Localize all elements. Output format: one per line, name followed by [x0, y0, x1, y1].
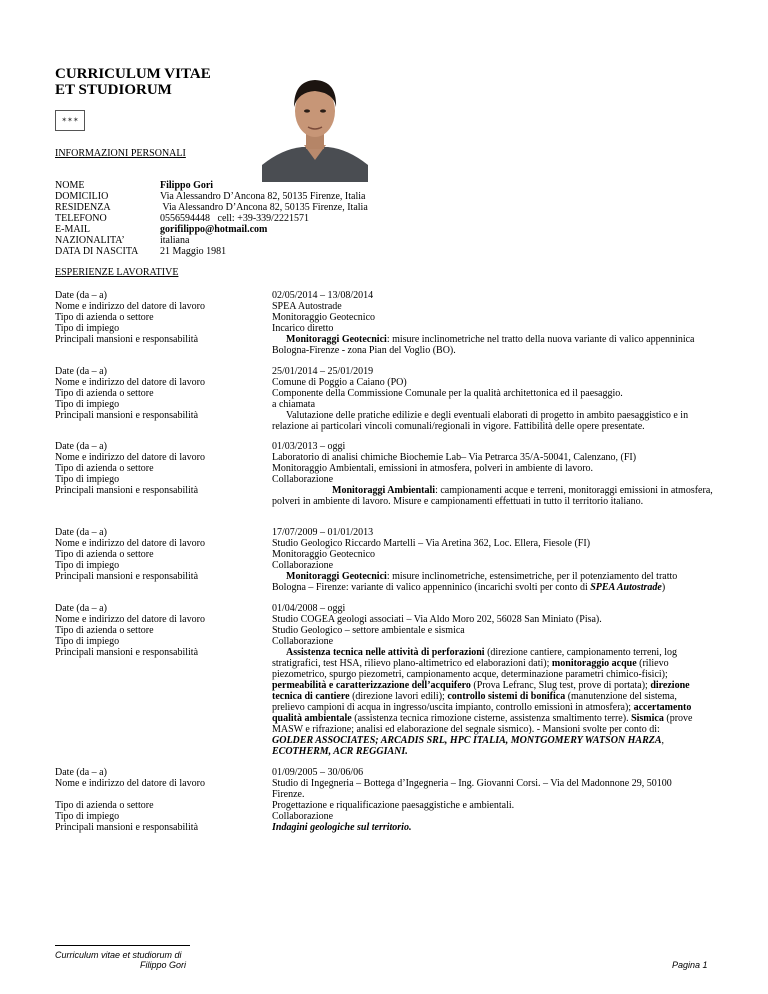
document-title: CURRICULUM VITAE ET STUDIORUM	[55, 66, 211, 98]
value-nome: Filippo Gori	[160, 180, 214, 191]
job-employer: Comune di Poggio a Caiano (PO)	[272, 377, 407, 388]
value-residenza: Via Alessandro D’Ancona 82, 50135 Firenze, Italia	[160, 202, 368, 213]
job-employer: SPEA Autostrade	[272, 301, 342, 312]
job-entry	[272, 767, 713, 833]
job-type: a chiamata	[272, 399, 316, 410]
label-telefono: TELEFONO	[55, 213, 107, 224]
job-type: Collaborazione	[272, 636, 334, 647]
job-employer: Studio COGEA geologi associati – Via Aldo Moro 202, 56028 San Miniato (Pisa).	[272, 614, 602, 625]
job-duties-cont: polveri in ambiente di lavoro. Misure e campionamenti effettuati in tutto il territorio italiano.	[272, 496, 644, 507]
section-personal-info: INFORMAZIONI PERSONALI	[55, 148, 186, 159]
job-sector: Monitoraggio Geotecnico	[272, 549, 376, 560]
label-nome: NOME	[55, 180, 85, 191]
job-labels: Date (da – a) Nome e indirizzo del datore di lavoro Tipo di azienda o settore Tipo di impiego Principali mansioni e responsabilità	[55, 366, 205, 421]
job-employer: Studio di Ingegneria – Bottega d’Ingegneria – Ing. Giovanni Corsi. – Via del Madonnone 29, 50100	[272, 778, 672, 789]
job-duties: Monitoraggi Ambientali: campionamenti acque e terreni, monitoraggi emissioni in atmosfera,	[332, 485, 713, 496]
profile-photo	[262, 65, 368, 182]
job-duties: Assistenza tecnica nelle attività di perforazioni (direzione cantiere, campionamento terreni, log	[286, 647, 677, 658]
label-domicilio: DOMICILIO	[55, 191, 109, 202]
job-duties-cont: piezometrico, spurgo piezometri, campionamento acque, determinazione parametri chimico-fisici);	[272, 669, 668, 680]
job-duties-cont: Bologna-Firenze - zona Pian del Voglio (BO).	[272, 345, 456, 356]
job-type: Collaborazione	[272, 560, 334, 571]
job-employer: Studio Geologico Riccardo Martelli – Via Aretina 362, Loc. Ellera, Fiesole (FI)	[272, 538, 591, 549]
personal-info-values	[160, 180, 368, 257]
value-telefono: 0556594448 cell: +39-339/2221571	[160, 213, 309, 224]
label-residenza: RESIDENZA	[55, 202, 111, 213]
job-employer: Laboratorio di analisi chimiche Biochemie Lab– Via Petrarca 35/A-50041, Calenzano, (FI)	[272, 452, 637, 463]
footer-text: Curriculum vitae et studiorum di Filippo Gori	[55, 950, 187, 970]
job-sector: Studio Geologico – settore ambientale e sismica	[272, 625, 465, 636]
job-date: 01/04/2008 – oggi	[272, 603, 346, 614]
job-sector: Progettazione e riqualificazione paesaggistiche e ambientali.	[272, 800, 515, 811]
job-sector: Componente della Commissione Comunale per la qualità architettonica ed il paesaggio.	[272, 388, 623, 399]
value-nazionalita: italiana	[160, 235, 190, 246]
job-duties-cont: prelievo campioni di acqua in ingresso/uscita impianto, controllo emissioni in atmosfera); accertamento	[272, 702, 692, 713]
job-duties: Monitoraggi Geotecnici: misure inclinometriche nel tratto della nuova variante di valico appenninica	[286, 334, 695, 345]
label-data-nascita: DATA DI NASCITA	[55, 246, 139, 257]
job-labels: Date (da – a) Nome e indirizzo del datore di lavoro Tipo di azienda o settore Tipo di impiego Principali mansioni e responsabilità	[55, 767, 205, 833]
footer-divider	[55, 945, 190, 946]
job-duties: Valutazione delle pratiche edilizie e degli eventuali elaborati di progetto in ambito paesaggistico e in	[286, 410, 689, 421]
job-labels: Date (da – a) Nome e indirizzo del datore di lavoro Tipo di azienda o settore Tipo di impiego Principali mansioni e responsabilità	[55, 603, 205, 658]
job-entry	[272, 527, 713, 593]
job-duties-cont: MASW e rifrazione; analisi ed elaborazione del segnale sismico). - Mansioni svolte per conto di:	[272, 724, 660, 735]
job-entry	[272, 603, 713, 757]
job-duties-cont: Bologna – Firenze: variante di valico appenninico (incarichi svolti per conto di SPEA Autostrade)	[272, 582, 666, 593]
job-entry	[272, 366, 713, 432]
eu-flag-icon: ✶✶✶	[55, 110, 85, 131]
job-date: 01/09/2005 – 30/06/06	[272, 767, 364, 778]
personal-info-labels	[55, 180, 138, 257]
label-email: E-MAIL	[55, 224, 90, 235]
job-clients-cont: ECOTHERM, ACR REGGIANI.	[272, 746, 408, 757]
job-clients: GOLDER ASSOCIATES; ARCADIS SRL, HPC ITALIA, MONTGOMERY WATSON HARZA,	[272, 735, 665, 746]
job-employer-cont: Firenze.	[272, 789, 305, 800]
job-duties-cont: tecnica di cantiere (direzione lavori edili); controllo sistemi di bonifica (manutenzione del sistema,	[272, 691, 677, 702]
label-nazionalita: NAZIONALITA’	[55, 235, 125, 246]
job-duties-cont: relazione ai particolari vincoli comunali/regionali in vigore. Fattibilità delle opere presentate.	[272, 421, 645, 432]
job-type: Collaborazione	[272, 811, 334, 822]
job-date: 17/07/2009 – 01/01/2013	[272, 527, 374, 538]
job-duties-cont: qualità ambientale (assistenza tecnica rimozione cisterne, assistenza smaltimento terre). Sismica (prove	[272, 713, 693, 724]
job-date: 01/03/2013 – oggi	[272, 441, 346, 452]
job-sector: Monitoraggio Geotecnico	[272, 312, 376, 323]
job-labels: Date (da – a) Nome e indirizzo del datore di lavoro Tipo di azienda o settore Tipo di impiego Principali mansioni e responsabilità	[55, 290, 205, 345]
value-domicilio: Via Alessandro D’Ancona 82, 50135 Firenze, Italia	[160, 191, 366, 202]
job-duties: Monitoraggi Geotecnici: misure inclinometriche, estensimetriche, per il potenziamento del tratto	[286, 571, 678, 582]
value-email[interactable]: gorifilippo@hotmail.com	[160, 224, 268, 235]
job-labels: Date (da – a) Nome e indirizzo del datore di lavoro Tipo di azienda o settore Tipo di impiego Principali mansioni e responsabilità	[55, 527, 205, 582]
job-duties-cont: permeabilità e caratterizzazione dell’acquifero (Prova Lefranc, Slug test, prove di portata); direzione	[272, 680, 690, 691]
job-sector: Monitoraggio Ambientali, emissioni in atmosfera, polveri in ambiente di lavoro.	[272, 463, 594, 474]
job-date: 02/05/2014 – 13/08/2014	[272, 290, 374, 301]
job-type: Collaborazione	[272, 474, 334, 485]
job-labels: Date (da – a) Nome e indirizzo del datore di lavoro Tipo di azienda o settore Tipo di impiego Principali mansioni e responsabilità	[55, 441, 205, 496]
value-data-nascita: 21 Maggio 1981	[160, 246, 227, 257]
job-date: 25/01/2014 – 25/01/2019	[272, 366, 374, 377]
job-duties: Indagini geologiche sul territorio.	[272, 822, 412, 833]
job-duties-cont: stratigrafici, test HSA, rilievo plano-altimetrico ed elaborazioni dati); monitoraggio acque (rilievo	[272, 658, 669, 669]
job-entry	[272, 290, 713, 356]
job-type: Incarico diretto	[272, 323, 334, 334]
page-number: Pagina 1	[672, 960, 708, 970]
job-entry	[272, 441, 713, 507]
section-work-experience: ESPERIENZE LAVORATIVE	[55, 267, 179, 278]
